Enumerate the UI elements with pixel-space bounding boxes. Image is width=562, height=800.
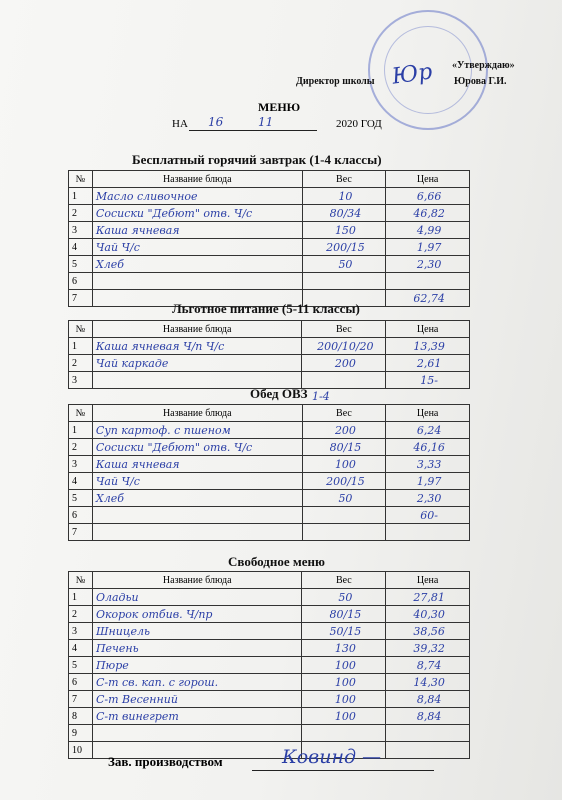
dish-weight: 200 xyxy=(302,422,386,439)
table-row xyxy=(69,507,470,524)
table-row xyxy=(69,456,470,473)
dish-price: 38,56 xyxy=(386,623,470,640)
dish-name: Оладьи xyxy=(92,589,302,606)
row-number: 3 xyxy=(69,623,93,640)
dish-price: 1,97 xyxy=(386,473,470,490)
dish-price: 2,61 xyxy=(386,355,470,372)
row-number: 5 xyxy=(69,657,93,674)
dish-weight: 130 xyxy=(302,640,386,657)
dish-name: Хлеб xyxy=(92,256,302,273)
dish-name xyxy=(92,273,302,290)
dish-price xyxy=(386,273,470,290)
table-row xyxy=(69,273,470,290)
row-number: 1 xyxy=(69,422,93,439)
dish-price: 6,24 xyxy=(386,422,470,439)
table-row xyxy=(69,338,470,355)
column-header: Вес xyxy=(302,572,386,589)
table-row xyxy=(69,205,470,222)
row-number: 9 xyxy=(69,725,93,742)
dish-name: Суп картоф. с пшеном xyxy=(92,422,302,439)
dish-name: С-т Весенний xyxy=(92,691,302,708)
dish-weight: 100 xyxy=(302,708,386,725)
dish-price: 8,74 xyxy=(386,657,470,674)
footer-label: Зав. производством xyxy=(108,754,223,769)
dish-weight: 80/34 xyxy=(302,205,386,222)
row-number: 2 xyxy=(69,439,93,456)
menu-title: МЕНЮ xyxy=(258,100,301,114)
dish-price xyxy=(386,742,470,759)
dish-price: 8,84 xyxy=(386,708,470,725)
table-row xyxy=(69,589,470,606)
row-number: 7 xyxy=(69,691,93,708)
section-title-free-breakfast: Бесплатный горячий завтрак (1-4 классы) xyxy=(132,152,382,167)
date-underline xyxy=(189,130,317,131)
dish-weight xyxy=(302,507,386,524)
dish-price: 60- xyxy=(386,507,470,524)
row-number: 2 xyxy=(69,355,93,372)
date-month: 11 xyxy=(258,115,274,129)
table-row xyxy=(69,725,470,742)
director-signature: Юр xyxy=(390,59,434,90)
column-header: Название блюда xyxy=(92,321,302,338)
table-discount xyxy=(68,320,470,389)
table-row xyxy=(69,691,470,708)
dish-weight: 200 xyxy=(302,355,386,372)
dish-name: Каша ячневая xyxy=(92,222,302,239)
dish-price: 4,99 xyxy=(386,222,470,239)
dish-name: Сосиски "Дебют" отв. Ч/с xyxy=(92,439,302,456)
table-row xyxy=(69,256,470,273)
column-header: № xyxy=(69,321,93,338)
column-header: № xyxy=(69,572,93,589)
dish-price: 14,30 xyxy=(386,674,470,691)
column-header: № xyxy=(69,405,93,422)
dish-name: Чай каркаде xyxy=(92,355,302,372)
dish-weight xyxy=(302,372,386,389)
column-header: Вес xyxy=(302,321,386,338)
table-header-row xyxy=(69,572,470,589)
table-row xyxy=(69,355,470,372)
dish-price: 39,32 xyxy=(386,640,470,657)
row-number: 7 xyxy=(69,290,93,307)
row-number: 3 xyxy=(69,372,93,389)
table-row xyxy=(69,439,470,456)
dish-name: Шницель xyxy=(92,623,302,640)
dish-name: Сосиски "Дебют" отв. Ч/с xyxy=(92,205,302,222)
dish-weight: 50 xyxy=(302,256,386,273)
column-header: Название блюда xyxy=(92,171,302,188)
dish-weight: 50 xyxy=(302,589,386,606)
section-title-ovz: Обед ОВЗ xyxy=(250,386,308,401)
ovz-note: 1-4 xyxy=(312,390,330,403)
row-number: 6 xyxy=(69,507,93,524)
section-title-free-menu: Свободное меню xyxy=(228,554,325,569)
dish-price: 40,30 xyxy=(386,606,470,623)
dish-price: 6,66 xyxy=(386,188,470,205)
row-number: 2 xyxy=(69,205,93,222)
row-number: 4 xyxy=(69,640,93,657)
table-row xyxy=(69,708,470,725)
column-header: Цена xyxy=(386,171,470,188)
dish-weight: 50 xyxy=(302,490,386,507)
dish-price: 8,84 xyxy=(386,691,470,708)
dish-name: Каша ячневая Ч/п Ч/с xyxy=(92,338,302,355)
dish-weight: 80/15 xyxy=(302,606,386,623)
row-number: 6 xyxy=(69,674,93,691)
dish-weight: 80/15 xyxy=(302,439,386,456)
row-number: 5 xyxy=(69,490,93,507)
column-header: Вес xyxy=(302,405,386,422)
column-header: № xyxy=(69,171,93,188)
dish-name xyxy=(92,524,302,541)
dish-price xyxy=(386,725,470,742)
table-row xyxy=(69,606,470,623)
dish-name xyxy=(92,725,302,742)
row-number: 1 xyxy=(69,188,93,205)
dish-name: С-т винегрет xyxy=(92,708,302,725)
footer-signature-line xyxy=(252,770,434,771)
row-number: 6 xyxy=(69,273,93,290)
dish-price xyxy=(386,524,470,541)
dish-weight: 150 xyxy=(302,222,386,239)
row-number: 1 xyxy=(69,589,93,606)
date-prefix: НА xyxy=(172,118,188,130)
dish-weight: 100 xyxy=(302,657,386,674)
column-header: Название блюда xyxy=(92,405,302,422)
dish-weight: 100 xyxy=(302,691,386,708)
dish-name: Чай Ч/с xyxy=(92,473,302,490)
director-label: Директор школы xyxy=(296,76,375,87)
row-number: 2 xyxy=(69,606,93,623)
table-row xyxy=(69,674,470,691)
dish-name: Окорок отбив. Ч/пр xyxy=(92,606,302,623)
dish-weight xyxy=(302,725,386,742)
date-year: 2020 ГОД xyxy=(336,118,382,130)
date-day: 16 xyxy=(208,115,224,129)
dish-price: 46,16 xyxy=(386,439,470,456)
table-header-row xyxy=(69,405,470,422)
row-number: 4 xyxy=(69,473,93,490)
dish-weight: 200/15 xyxy=(302,473,386,490)
menu-date xyxy=(172,115,402,130)
row-number: 7 xyxy=(69,524,93,541)
table-row xyxy=(69,623,470,640)
column-header: Цена xyxy=(386,321,470,338)
dish-name: Масло сливочное xyxy=(92,188,302,205)
dish-price: 1,97 xyxy=(386,239,470,256)
dish-price: 13,39 xyxy=(386,338,470,355)
dish-name: Чай Ч/с xyxy=(92,239,302,256)
row-number: 5 xyxy=(69,256,93,273)
dish-price: 2,30 xyxy=(386,490,470,507)
table-row xyxy=(69,473,470,490)
row-number: 4 xyxy=(69,239,93,256)
table-header-row xyxy=(69,321,470,338)
dish-weight: 200/15 xyxy=(302,239,386,256)
row-number: 3 xyxy=(69,456,93,473)
row-number: 1 xyxy=(69,338,93,355)
table-free-menu xyxy=(68,571,470,759)
dish-name: Каша ячневая xyxy=(92,456,302,473)
table-row xyxy=(69,422,470,439)
table-free-breakfast xyxy=(68,170,470,307)
dish-name: Пюре xyxy=(92,657,302,674)
column-header: Цена xyxy=(386,572,470,589)
dish-price: 62,74 xyxy=(386,290,470,307)
dish-weight: 50/15 xyxy=(302,623,386,640)
dish-price: 46,82 xyxy=(386,205,470,222)
row-number: 10 xyxy=(69,742,93,759)
dish-weight: 100 xyxy=(302,456,386,473)
table-row xyxy=(69,222,470,239)
dish-price: 3,33 xyxy=(386,456,470,473)
dish-price: 2,30 xyxy=(386,256,470,273)
table-row xyxy=(69,188,470,205)
dish-weight: 200/10/20 xyxy=(302,338,386,355)
table-ovz xyxy=(68,404,470,541)
dish-name: Печень xyxy=(92,640,302,657)
footer-signature: Ковинд — xyxy=(282,746,382,768)
dish-weight: 100 xyxy=(302,674,386,691)
dish-weight xyxy=(302,524,386,541)
director-name: Юрова Г.И. xyxy=(454,76,507,87)
dish-name: Хлеб xyxy=(92,490,302,507)
table-row xyxy=(69,524,470,541)
table-row xyxy=(69,239,470,256)
dish-name: С-т св. кап. с горош. xyxy=(92,674,302,691)
dish-weight xyxy=(302,273,386,290)
table-row xyxy=(69,490,470,507)
approve-label: «Утверждаю» xyxy=(452,60,515,71)
table-row xyxy=(69,657,470,674)
dish-price: 27,81 xyxy=(386,589,470,606)
table-row xyxy=(69,640,470,657)
section-title-discount: Льготное питание (5-11 классы) xyxy=(172,301,360,316)
column-header: Вес xyxy=(302,171,386,188)
table-header-row xyxy=(69,171,470,188)
column-header: Цена xyxy=(386,405,470,422)
column-header: Название блюда xyxy=(92,572,302,589)
dish-weight: 10 xyxy=(302,188,386,205)
dish-name xyxy=(92,507,302,524)
row-number: 8 xyxy=(69,708,93,725)
row-number: 3 xyxy=(69,222,93,239)
dish-price: 15- xyxy=(386,372,470,389)
